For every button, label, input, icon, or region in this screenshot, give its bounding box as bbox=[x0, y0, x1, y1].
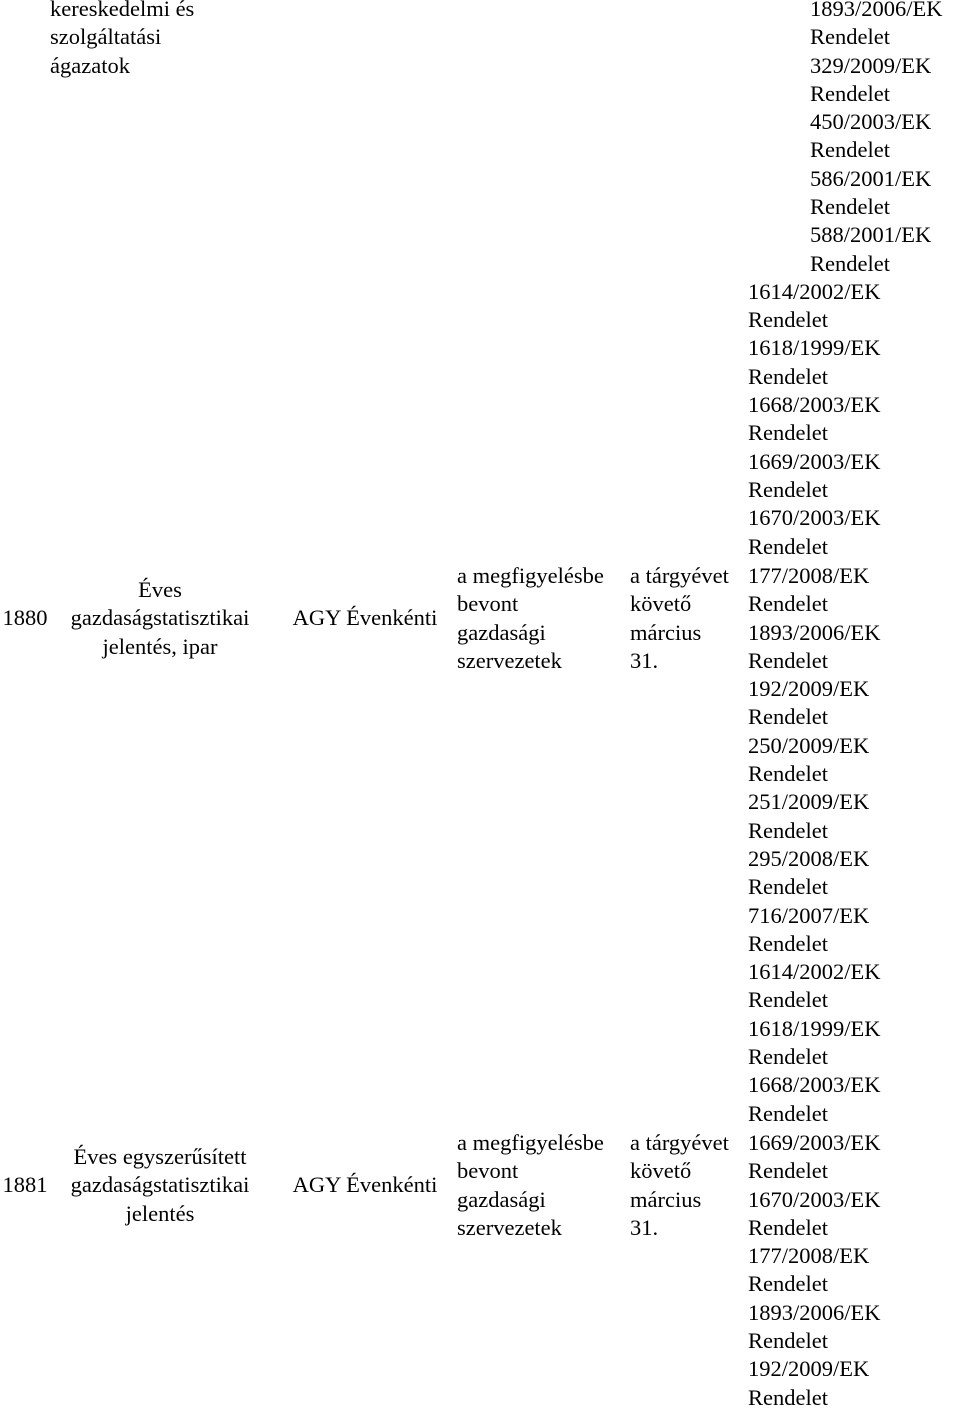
regulation-line: 1893/2006/EK bbox=[748, 619, 881, 645]
regulation-line: Rendelet bbox=[810, 137, 890, 163]
row-0-regulations-top bbox=[810, 0, 960, 278]
row-1881-number: 1881 bbox=[2, 1172, 48, 1197]
regulation-line: 1669/2003/EK bbox=[748, 1130, 881, 1155]
regulation-line: Rendelet bbox=[748, 1271, 828, 1297]
regulation-line: 1614/2002/EK bbox=[748, 278, 881, 304]
regulation-line: 716/2007/EK bbox=[748, 902, 870, 928]
regulation-line: 250/2009/EK bbox=[748, 732, 870, 758]
regulation-line: 192/2009/EK bbox=[748, 1356, 870, 1382]
regulation-line: 192/2009/EK bbox=[748, 676, 870, 702]
deadline-line: követő bbox=[630, 1158, 692, 1184]
regulation-line: Rendelet bbox=[810, 250, 890, 276]
regulation-line: Rendelet bbox=[748, 647, 828, 673]
regulation-line: 1668/2003/EK bbox=[748, 392, 881, 418]
row-1880-regulations bbox=[748, 562, 960, 1128]
regulation-line: Rendelet bbox=[748, 591, 828, 617]
regulation-line: Rendelet bbox=[748, 1328, 828, 1354]
deadline-line: a tárgyévet bbox=[630, 1130, 729, 1155]
deadline-line: 31. bbox=[630, 647, 659, 673]
row-1881-agency-frequency: AGY Évenkénti bbox=[292, 1172, 438, 1197]
regulation-line: 1618/1999/EK bbox=[748, 1015, 881, 1041]
row-1881-name bbox=[50, 1143, 270, 1228]
respondents-line: a megfigyelésbe bbox=[457, 563, 604, 588]
regulation-line: Rendelet bbox=[748, 761, 828, 787]
row-0-name-line: szolgáltatási bbox=[50, 24, 162, 50]
regulation-line: Rendelet bbox=[748, 363, 828, 389]
respondents-line: a megfigyelésbe bbox=[457, 1130, 604, 1155]
respondents-line: szervezetek bbox=[457, 647, 562, 673]
regulation-line: 1670/2003/EK bbox=[748, 1186, 881, 1212]
regulation-line: Rendelet bbox=[748, 533, 828, 559]
regulation-line: 177/2008/EK bbox=[748, 563, 870, 588]
regulation-line: 1668/2003/EK bbox=[748, 1072, 881, 1098]
row-1880-name-line: Éves bbox=[138, 577, 182, 602]
regulation-line: 1669/2003/EK bbox=[748, 448, 881, 474]
regulation-line: Rendelet bbox=[748, 1384, 828, 1410]
row-0-name-line: ágazatok bbox=[50, 52, 130, 78]
regulation-line: Rendelet bbox=[748, 1100, 828, 1126]
regulation-line: Rendelet bbox=[810, 24, 890, 50]
respondents-line: gazdasági bbox=[457, 619, 546, 645]
row-1880-name bbox=[50, 576, 270, 661]
row-1880-agency-frequency: AGY Évenkénti bbox=[292, 605, 438, 630]
deadline-line: március bbox=[630, 1186, 702, 1212]
row-1880-name-line: gazdaságstatisztikai bbox=[70, 605, 250, 631]
regulation-line: Rendelet bbox=[748, 930, 828, 956]
regulation-line: 1614/2002/EK bbox=[748, 959, 881, 985]
row-1880-deadline bbox=[630, 562, 748, 675]
regulation-line: 295/2008/EK bbox=[748, 845, 870, 871]
regulation-line: Rendelet bbox=[748, 817, 828, 843]
regulation-line: Rendelet bbox=[810, 194, 890, 220]
respondents-line: bevont bbox=[457, 591, 519, 617]
regulation-line: 177/2008/EK bbox=[748, 1243, 870, 1269]
regulation-line: 1618/1999/EK bbox=[748, 335, 881, 361]
regulation-line: Rendelet bbox=[748, 987, 828, 1013]
row-1881-respondents bbox=[457, 1129, 625, 1242]
regulation-line: Rendelet bbox=[748, 1044, 828, 1070]
row-1880-name-line: jelentés, ipar bbox=[102, 633, 218, 659]
regulation-line: Rendelet bbox=[810, 80, 890, 106]
row-0-regulations-bottom bbox=[748, 278, 960, 561]
row-0-name-line: kereskedelmi és bbox=[50, 0, 195, 21]
row-1881-name-line: jelentés bbox=[125, 1200, 195, 1226]
row-0-name bbox=[50, 0, 270, 80]
regulation-line: 588/2001/EK bbox=[810, 222, 932, 248]
row-1880-number: 1880 bbox=[2, 605, 48, 630]
regulation-line: Rendelet bbox=[748, 874, 828, 900]
regulation-line: 1893/2006/EK bbox=[748, 1299, 881, 1325]
row-1881-name-line: Éves egyszerűsített bbox=[73, 1144, 247, 1169]
row-1880-respondents bbox=[457, 562, 625, 675]
deadline-line: 31. bbox=[630, 1214, 659, 1240]
regulation-line: Rendelet bbox=[748, 307, 828, 333]
regulation-line: 1893/2006/EK bbox=[810, 0, 943, 21]
regulation-line: 586/2001/EK bbox=[810, 165, 932, 191]
regulation-line: Rendelet bbox=[748, 1214, 828, 1240]
row-1881-deadline bbox=[630, 1129, 748, 1242]
regulation-line: Rendelet bbox=[748, 704, 828, 730]
row-1881-regulations bbox=[748, 1129, 960, 1412]
deadline-line: március bbox=[630, 619, 702, 645]
row-1881-name-line: gazdaságstatisztikai bbox=[70, 1172, 250, 1198]
regulation-line: Rendelet bbox=[748, 1158, 828, 1184]
respondents-line: gazdasági bbox=[457, 1186, 546, 1212]
regulation-line: Rendelet bbox=[748, 420, 828, 446]
regulation-line: Rendelet bbox=[748, 476, 828, 502]
deadline-line: követő bbox=[630, 591, 692, 617]
regulation-line: 251/2009/EK bbox=[748, 789, 870, 815]
regulation-line: 450/2003/EK bbox=[810, 109, 932, 135]
regulation-line: 1670/2003/EK bbox=[748, 505, 881, 531]
respondents-line: szervezetek bbox=[457, 1214, 562, 1240]
deadline-line: a tárgyévet bbox=[630, 563, 729, 588]
regulation-line: 329/2009/EK bbox=[810, 52, 932, 78]
respondents-line: bevont bbox=[457, 1158, 519, 1184]
